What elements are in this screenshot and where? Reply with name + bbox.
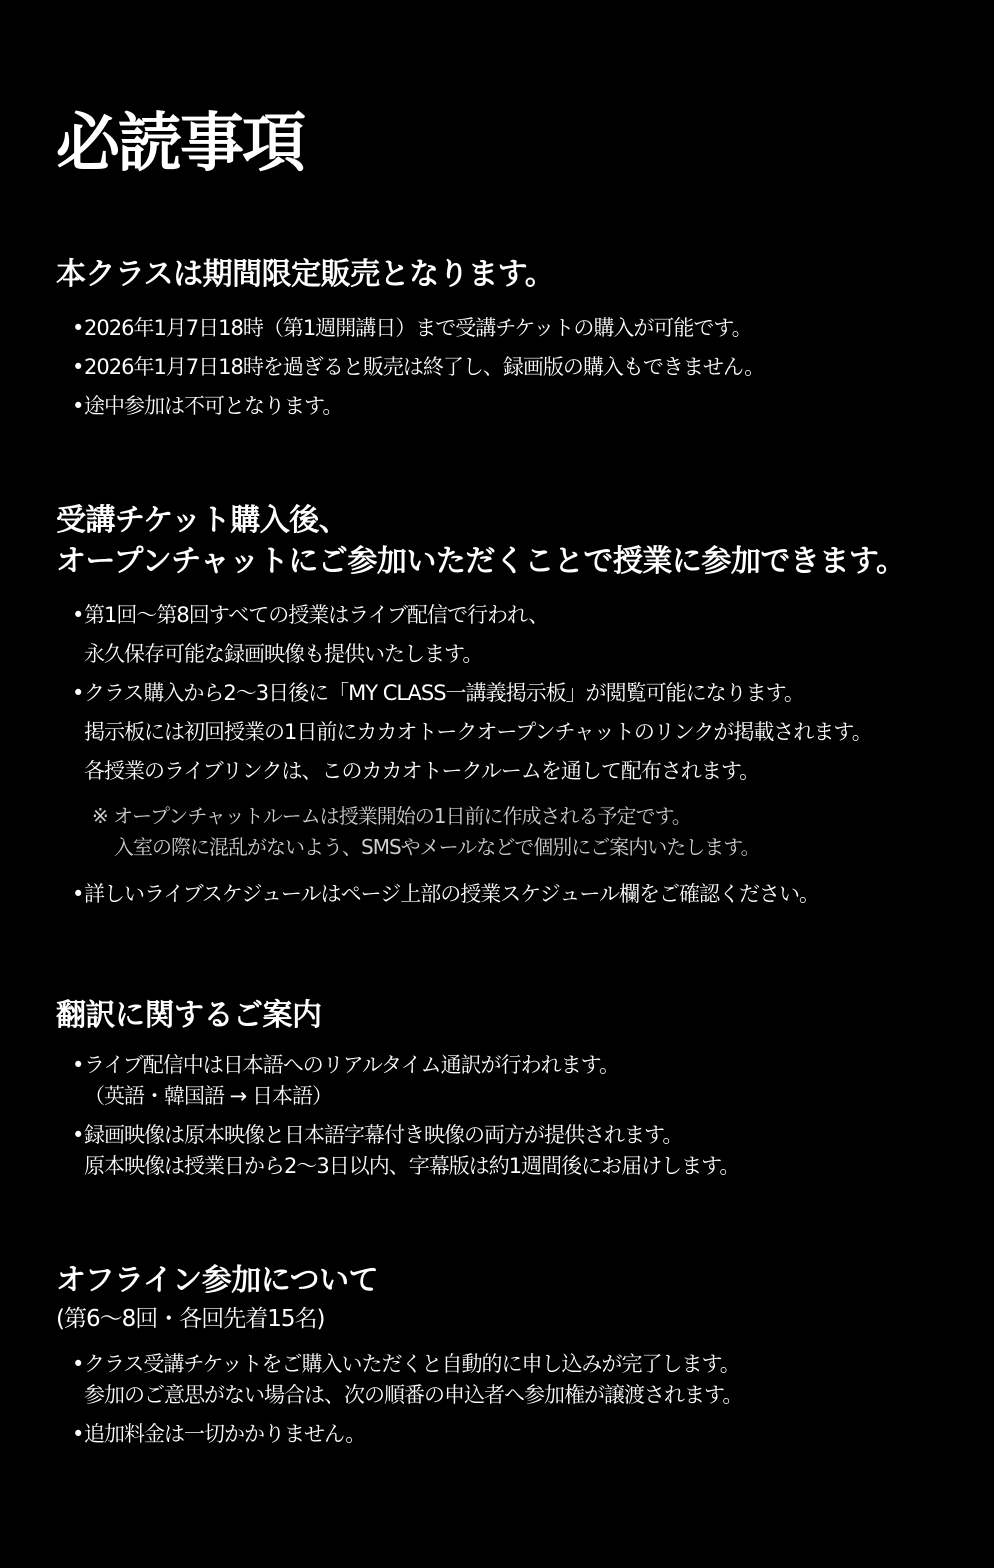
section-open-chat [56,500,986,914]
list-item: • 録画映像は原本映像と日本語字幕付き映像の両方が提供されます。 原本映像は授業日から2〜3日以内、字幕版は約1週間後にお届けします。 [56,1120,986,1182]
list-item: • 第1回〜第8回すべての授業はライブ配信で行われ、 永久保存可能な録画映像も提供いたします。 [56,596,986,674]
section-heading-line: 受講チケット購入後、 [56,503,349,538]
section-heading [56,500,986,582]
section-heading-line: オープンチャットにご参加いただくことで授業に参加できます。 [56,544,906,579]
note-line: ※ オープンチャットルームは授業開始の1日前に作成される予定です。 [92,804,691,828]
page-title: 必読事項 [56,107,304,181]
section-heading: 翻訳に関するご案内 [56,998,322,1033]
list-item: • 詳しいライブスケジュールはページ上部の授業スケジュール欄をご確認ください。 [56,875,986,914]
section-heading: オフライン参加について [56,1263,379,1298]
section-limited-sale [56,254,986,426]
list-item: • クラス購入から2〜3日後に「MY CLASS一講義掲示板」が閲覧可能になります。 掲示板には初回授業の1日前にカカオトークオープンチャットのリンクが掲載されます。 各授業のライブリンクは、このカカオトークルームを通して配布されます。 [56,674,986,791]
note [56,801,986,863]
section-translation [56,995,986,1190]
bullet-list [56,596,986,791]
bullet-list [56,1349,986,1450]
list-item: • 途中参加は不可となります。 [56,387,986,426]
list-item: • 追加料金は一切かかりません。 [56,1419,986,1450]
list-item: • 2026年1月7日18時を過ぎると販売は終了し、録画版の購入もできません。 [56,348,986,387]
section-heading: 本クラスは期間限定販売となります。 [56,257,555,292]
section-subheading: (第6〜8回・各回先着15名) [56,1306,325,1332]
note-line: 入室の際に混乱がないよう、SMSやメールなどで個別にご案内いたします。 [114,835,760,859]
list-item: • ライブ配信中は日本語へのリアルタイム通訳が行われます。 （英語・韓国語 → 日本語） [56,1050,986,1112]
bullet-list [56,309,986,426]
bullet-list [56,875,986,914]
section-offline [56,1260,986,1458]
list-item: • クラス受講チケットをご購入いただくと自動的に申し込みが完了します。 参加のご意思がない場合は、次の順番の申込者へ参加権が譲渡されます。 [56,1349,986,1411]
bullet-list [56,1050,986,1182]
list-item: • 2026年1月7日18時（第1週開講日）まで受講チケットの購入が可能です。 [56,309,986,348]
